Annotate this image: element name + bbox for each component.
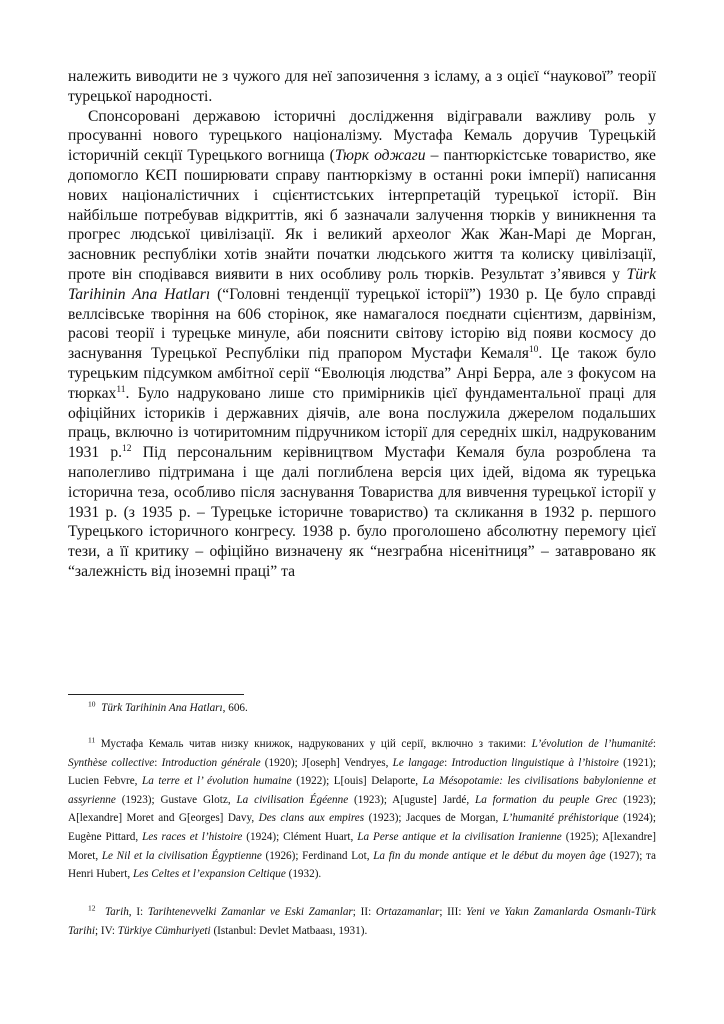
italic-title: La Perse antique et la civilisation Iranienne	[357, 830, 562, 843]
text-span: ; III:	[439, 906, 467, 918]
text-span: . Це також було турецьким підсумком амбітної серії “Еволюція людства” Анрі Берра, але з фокусом на тюрках	[68, 345, 656, 402]
text-span: (1923); A[lexandre] Moret and G[eorges] Davy,	[68, 793, 657, 825]
text-span: ; IV:	[94, 924, 118, 937]
italic-title: Tarihtenevvelki Zamanlar ve Eski Zamanlar	[147, 906, 353, 918]
italic-title: La Mésopotamie: les civilisations babylonienne et assyrienne	[68, 775, 656, 806]
italic-title: Yeni ve Yakın Zamanlarda Osmanlı-Türk Tarihi	[68, 906, 656, 937]
italic-title: Les races et l’histoire	[142, 830, 243, 843]
italic-title: La civilisation Égéenne	[236, 793, 349, 806]
italic-title: Ortazamanlar	[375, 906, 440, 918]
text-span: (1924); Eugène Pittard,	[68, 812, 656, 843]
footnote-11	[68, 735, 656, 884]
italic-title: La formation du peuple Grec	[474, 793, 618, 806]
text-span: Мустафа Кемаль читав низку книжок, надрукованих у цій серії, включно з такими:	[95, 738, 532, 750]
text-span: :	[154, 756, 162, 769]
text-span: . Було надруковано лише сто примірників цієї фундаментальної праці для офіційних істориків і державних діячів, але вона послужила джерелом подальших праць, включно із чотиритомним підручником історії для середніх шкіл, надрукованим 1931 р.	[68, 384, 656, 462]
text-span: , I:	[128, 906, 148, 918]
footnote-10	[68, 699, 656, 718]
italic-title: Des clans aux empires	[258, 812, 365, 825]
text-span: (1923); Jacques de Morgan,	[364, 812, 503, 825]
italic-title: La fin du monde antique et le début du moyen âge	[373, 849, 606, 862]
footnote-ref-12[interactable]: 12	[122, 443, 132, 454]
footnote-12	[68, 903, 656, 940]
footnote-number: 12	[88, 903, 96, 913]
italic-title: Türk Tarihinin Ana Hatları	[68, 265, 656, 303]
text-span: ; II:	[352, 906, 376, 918]
italic-term: Тюрк оджаги	[334, 147, 426, 165]
italic-title: Introduction générale	[161, 756, 261, 769]
text-span: (“Головні тенденції турецької історії”) 1930 р. Це було справді веллсівське творіння на 606 сторінок, яке намагалося поєднати сцієнтизм, дарвінізм, расові теорії і турецьке минуле, аби пояснити світову історію від появи космосу до заснування Турецької Республіки під прапором Мустафи Кемаля	[68, 285, 656, 363]
italic-title: Synthèse collective	[68, 756, 155, 769]
text-span: (1932).	[285, 868, 322, 881]
main-text	[68, 67, 656, 582]
text-span: (1925); A[lexandre] Moret,	[68, 830, 656, 862]
text-span: (1921); Lucien Febvre,	[68, 756, 657, 788]
text-span: :	[652, 738, 656, 750]
italic-title: Türkiye Cümhuriyeti	[117, 924, 211, 937]
text-span: Під персональним керівництвом Мустафи Кемаля була розроблена та наполегливо підтримана і ще далі поглиблена версія цих ідей, відома як турецька історична теза, особливо після заснування Товариства для вивчення турецької історії у 1931 р. (з 1935 р. – Турецьке історичне товариство) та скликання в 1932 р. першого Турецького історичного конгресу. 1938 р. було проголошено абсолютну перемогу цієї тези, а її критику – офіційно визначену як “незграбна нісенітниця” – затавровано як “залежність від іноземні праці” та	[68, 444, 657, 580]
italic-title: L’humanité préhistorique	[502, 812, 619, 825]
footnote-number: 10	[88, 699, 96, 709]
text-span: (1927); та Henri Hubert,	[68, 849, 656, 881]
footnote-ref-11[interactable]: 11	[116, 384, 126, 395]
text-span: (1924); Clément Huart,	[242, 830, 358, 843]
text-span: (Istanbul: Devlet Matbaası, 1931).	[210, 924, 368, 937]
text-span: (1920); J[oseph] Vendryes,	[260, 756, 393, 769]
italic-title: Le langage	[392, 756, 445, 769]
italic-title: Introduction linguistique à l’histoire	[451, 756, 619, 769]
text-span: (1923); Gustave Glotz,	[115, 793, 237, 806]
italic-title: Le Nil et la civilisation Égyptienne	[101, 849, 262, 862]
text-span: (1922); L[ouis] Delaporte,	[291, 775, 423, 788]
italic-title: Tarih	[104, 906, 129, 918]
text-span: – пантюркістське товариство, яке допомогло КЄП поширювати справу пантюркізму в останні роки імперії) написання нових націоналістичних і сцієнтистських інтерпретацій турецької історії. Він найбільше потребував відкриттів, які б зазначали залучення тюрків у виникнення та прогрес людської цивілізації. Як і великий археолог Жак Жан-Марі де Морган, засновник республіки хотів знайти початки людського життя та колиску цивілізації, проте він сподівався виявити в них особливу роль тюрків. Результат з’явився у	[68, 147, 656, 283]
text-span: (1926); Ferdinand Lot,	[261, 849, 374, 862]
footnote-separator	[68, 694, 244, 695]
italic-title: La terre et l’ évolution humaine	[142, 775, 292, 788]
italic-title: Türk Tarihinin Ana Hatları	[101, 702, 223, 714]
footnote-number: 11	[88, 735, 96, 745]
italic-title: Les Celtes et l’expansion Celtique	[132, 868, 286, 881]
text-span: Спонсоровані державою історичні дослідження відігравали важливу роль у просуванні нового турецького націоналізму. Мустафа Кемаль доручив Турецькій історичній секції Турецького вогнища (	[68, 107, 656, 165]
italic-title: L’évolution de l’humanité	[531, 738, 653, 750]
footnote-ref-10[interactable]: 10	[528, 344, 539, 355]
text-span: (1923); A[uguste] Jardé,	[348, 793, 475, 806]
paragraph-1: належить виводити не з чужого для неї запозичення з ісламу, а з оцієї “наукової” теорії турецької народності.	[68, 68, 656, 105]
text-span: :	[444, 756, 452, 769]
paragraph-2	[68, 107, 656, 582]
text-span: , 606.	[222, 702, 248, 714]
